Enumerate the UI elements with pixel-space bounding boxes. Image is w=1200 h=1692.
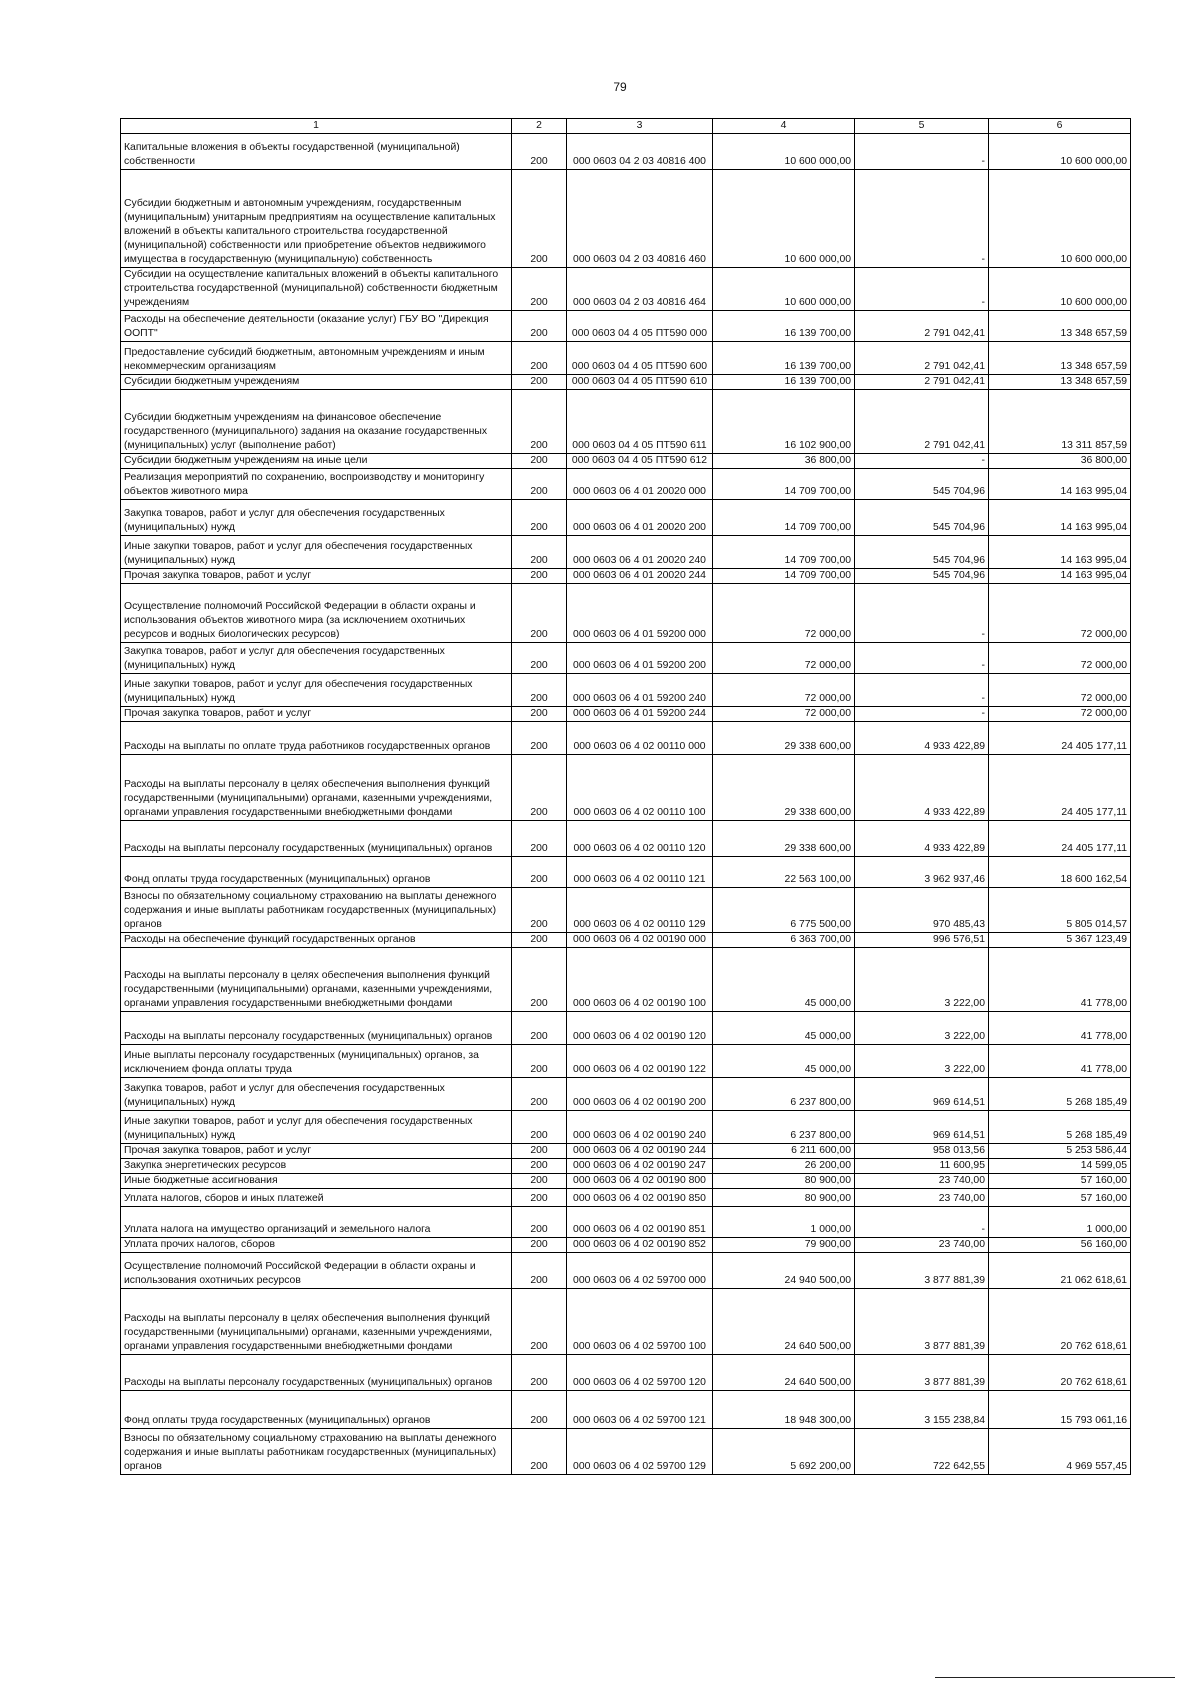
row-budget-code: 000 0603 06 4 01 59200 200: [567, 643, 713, 674]
table-row: [121, 268, 1131, 311]
row-approved-amount: 72 000,00: [713, 674, 855, 707]
row-budget-code: 000 0603 06 4 02 00190 247: [567, 1159, 713, 1174]
row-executed-amount: 545 704,96: [855, 469, 989, 500]
row-budget-code: 000 0603 06 4 02 00190 200: [567, 1078, 713, 1111]
row-name: Субсидии бюджетным учреждениям на иные цели: [121, 454, 512, 469]
row-unexecuted-amount: 14 163 995,04: [989, 500, 1131, 536]
row-name: Капитальные вложения в объекты государственной (муниципальной) собственности: [121, 134, 512, 170]
table-header-row: [121, 119, 1131, 134]
row-status-code: 200: [512, 469, 567, 500]
row-budget-code: 000 0603 06 4 02 00110 000: [567, 722, 713, 755]
row-name: Иные закупки товаров, работ и услуг для обеспечения государственных (муниципальных) нужд: [121, 536, 512, 569]
row-status-code: 200: [512, 584, 567, 643]
row-status-code: 200: [512, 1045, 567, 1078]
row-unexecuted-amount: 41 778,00: [989, 1045, 1131, 1078]
row-status-code: 200: [512, 888, 567, 933]
row-budget-code: 000 0603 06 4 02 00110 120: [567, 821, 713, 857]
row-unexecuted-amount: 10 600 000,00: [989, 170, 1131, 268]
row-approved-amount: 79 900,00: [713, 1238, 855, 1253]
row-name: Иные выплаты персоналу государственных (муниципальных) органов, за исключением фонда оплаты труда: [121, 1045, 512, 1078]
row-name: Осуществление полномочий Российской Федерации в области охраны и использования охотничьих ресурсов: [121, 1253, 512, 1289]
row-status-code: 200: [512, 857, 567, 888]
row-status-code: 200: [512, 1355, 567, 1391]
table-row: [121, 643, 1131, 674]
row-executed-amount: 958 013,56: [855, 1144, 989, 1159]
row-status-code: 200: [512, 1391, 567, 1429]
row-status-code: 200: [512, 311, 567, 342]
row-executed-amount: -: [855, 643, 989, 674]
row-budget-code: 000 0603 06 4 01 59200 000: [567, 584, 713, 643]
row-approved-amount: 16 139 700,00: [713, 342, 855, 375]
row-budget-code: 000 0603 04 4 05 ПТ590 600: [567, 342, 713, 375]
row-approved-amount: 1 000,00: [713, 1207, 855, 1238]
table-row: [121, 755, 1131, 821]
row-name: Закупка энергетических ресурсов: [121, 1159, 512, 1174]
row-executed-amount: 3 155 238,84: [855, 1391, 989, 1429]
row-budget-code: 000 0603 06 4 01 20020 200: [567, 500, 713, 536]
row-budget-code: 000 0603 04 4 05 ПТ590 610: [567, 375, 713, 390]
column-header: 4: [713, 119, 855, 134]
row-name: Закупка товаров, работ и услуг для обеспечения государственных (муниципальных) нужд: [121, 500, 512, 536]
row-approved-amount: 29 338 600,00: [713, 821, 855, 857]
row-unexecuted-amount: 14 599,05: [989, 1159, 1131, 1174]
row-budget-code: 000 0603 04 2 03 40816 400: [567, 134, 713, 170]
table-row: [121, 1144, 1131, 1159]
row-name: Уплата налогов, сборов и иных платежей: [121, 1189, 512, 1207]
row-name: Фонд оплаты труда государственных (муниципальных) органов: [121, 1391, 512, 1429]
row-unexecuted-amount: 36 800,00: [989, 454, 1131, 469]
row-status-code: 200: [512, 569, 567, 584]
row-name: Расходы на выплаты персоналу в целях обеспечения выполнения функций государственными (муниципальными) органами, казенными учреждениями, органами управления государственными внебюджетными фондами: [121, 755, 512, 821]
table-row: [121, 1111, 1131, 1144]
table-row: [121, 1429, 1131, 1475]
row-name: Прочая закупка товаров, работ и услуг: [121, 707, 512, 722]
row-unexecuted-amount: 15 793 061,16: [989, 1391, 1131, 1429]
footer-rule: [935, 1677, 1175, 1678]
row-executed-amount: -: [855, 674, 989, 707]
row-approved-amount: 29 338 600,00: [713, 755, 855, 821]
row-executed-amount: 969 614,51: [855, 1078, 989, 1111]
row-budget-code: 000 0603 04 2 03 40816 460: [567, 170, 713, 268]
row-budget-code: 000 0603 06 4 02 59700 121: [567, 1391, 713, 1429]
row-unexecuted-amount: 4 969 557,45: [989, 1429, 1131, 1475]
row-approved-amount: 24 640 500,00: [713, 1289, 855, 1355]
row-executed-amount: 2 791 042,41: [855, 390, 989, 454]
table-row: [121, 1045, 1131, 1078]
row-name: Уплата налога на имущество организаций и земельного налога: [121, 1207, 512, 1238]
row-status-code: 200: [512, 268, 567, 311]
row-unexecuted-amount: 18 600 162,54: [989, 857, 1131, 888]
row-approved-amount: 14 709 700,00: [713, 469, 855, 500]
row-executed-amount: 3 962 937,46: [855, 857, 989, 888]
table-row: [121, 390, 1131, 454]
row-approved-amount: 6 775 500,00: [713, 888, 855, 933]
row-unexecuted-amount: 24 405 177,11: [989, 722, 1131, 755]
row-approved-amount: 6 363 700,00: [713, 933, 855, 948]
table-row: [121, 707, 1131, 722]
table-row: [121, 933, 1131, 948]
row-budget-code: 000 0603 04 4 05 ПТ590 612: [567, 454, 713, 469]
row-unexecuted-amount: 13 311 857,59: [989, 390, 1131, 454]
row-executed-amount: 996 576,51: [855, 933, 989, 948]
row-name: Иные бюджетные ассигнования: [121, 1174, 512, 1189]
row-approved-amount: 24 940 500,00: [713, 1253, 855, 1289]
row-name: Расходы на выплаты по оплате труда работников государственных органов: [121, 722, 512, 755]
table-row: [121, 584, 1131, 643]
row-name: Закупка товаров, работ и услуг для обеспечения государственных (муниципальных) нужд: [121, 1078, 512, 1111]
row-approved-amount: 18 948 300,00: [713, 1391, 855, 1429]
column-header: 3: [567, 119, 713, 134]
row-approved-amount: 6 211 600,00: [713, 1144, 855, 1159]
page-number: 79: [613, 80, 627, 94]
row-budget-code: 000 0603 06 4 02 00190 850: [567, 1189, 713, 1207]
row-executed-amount: 23 740,00: [855, 1238, 989, 1253]
row-budget-code: 000 0603 06 4 02 59700 100: [567, 1289, 713, 1355]
row-status-code: 200: [512, 1253, 567, 1289]
row-status-code: 200: [512, 170, 567, 268]
row-approved-amount: 36 800,00: [713, 454, 855, 469]
row-name: Расходы на обеспечение деятельности (оказание услуг) ГБУ ВО "Дирекция ООПТ": [121, 311, 512, 342]
row-status-code: 200: [512, 536, 567, 569]
row-executed-amount: 2 791 042,41: [855, 342, 989, 375]
row-name: Осуществление полномочий Российской Федерации в области охраны и использования объектов животного мира (за исключением охотничьих ресурсов и водных биологических ресурсов): [121, 584, 512, 643]
row-executed-amount: -: [855, 268, 989, 311]
row-approved-amount: 45 000,00: [713, 1045, 855, 1078]
row-approved-amount: 6 237 800,00: [713, 1078, 855, 1111]
row-budget-code: 000 0603 06 4 02 00190 851: [567, 1207, 713, 1238]
row-status-code: 200: [512, 1189, 567, 1207]
row-name: Предоставление субсидий бюджетным, автономным учреждениям и иным некоммерческим организациям: [121, 342, 512, 375]
row-budget-code: 000 0603 04 4 05 ПТ590 611: [567, 390, 713, 454]
row-unexecuted-amount: 14 163 995,04: [989, 569, 1131, 584]
row-executed-amount: -: [855, 170, 989, 268]
row-executed-amount: 970 485,43: [855, 888, 989, 933]
row-unexecuted-amount: 13 348 657,59: [989, 311, 1131, 342]
table-row: [121, 1289, 1131, 1355]
row-unexecuted-amount: 57 160,00: [989, 1174, 1131, 1189]
row-executed-amount: 3 222,00: [855, 948, 989, 1012]
row-budget-code: 000 0603 06 4 02 00110 129: [567, 888, 713, 933]
table-row: [121, 857, 1131, 888]
row-executed-amount: -: [855, 134, 989, 170]
row-name: Расходы на выплаты персоналу государственных (муниципальных) органов: [121, 1012, 512, 1045]
table-row: [121, 948, 1131, 1012]
table-row: [121, 1253, 1131, 1289]
row-budget-code: 000 0603 06 4 02 00110 121: [567, 857, 713, 888]
row-unexecuted-amount: 1 000,00: [989, 1207, 1131, 1238]
row-status-code: 200: [512, 755, 567, 821]
row-approved-amount: 14 709 700,00: [713, 536, 855, 569]
row-unexecuted-amount: 13 348 657,59: [989, 342, 1131, 375]
row-name: Закупка товаров, работ и услуг для обеспечения государственных (муниципальных) нужд: [121, 643, 512, 674]
row-name: Расходы на выплаты персоналу государственных (муниципальных) органов: [121, 1355, 512, 1391]
row-name: Субсидии бюджетным учреждениям: [121, 375, 512, 390]
row-name: Иные закупки товаров, работ и услуг для обеспечения государственных (муниципальных) нужд: [121, 1111, 512, 1144]
row-executed-amount: 23 740,00: [855, 1189, 989, 1207]
table-row: [121, 1159, 1131, 1174]
row-status-code: 200: [512, 1238, 567, 1253]
table-row: [121, 311, 1131, 342]
row-executed-amount: 4 933 422,89: [855, 821, 989, 857]
row-status-code: 200: [512, 1159, 567, 1174]
row-status-code: 200: [512, 1174, 567, 1189]
row-name: Фонд оплаты труда государственных (муниципальных) органов: [121, 857, 512, 888]
table-body: [121, 134, 1131, 1475]
table-row: [121, 674, 1131, 707]
row-status-code: 200: [512, 342, 567, 375]
row-status-code: 200: [512, 722, 567, 755]
row-executed-amount: 4 933 422,89: [855, 755, 989, 821]
row-executed-amount: -: [855, 584, 989, 643]
row-name: Расходы на выплаты персоналу в целях обеспечения выполнения функций государственными (муниципальными) органами, казенными учреждениями, органами управления государственными внебюджетными фондами: [121, 948, 512, 1012]
row-budget-code: 000 0603 06 4 02 00190 122: [567, 1045, 713, 1078]
row-budget-code: 000 0603 06 4 02 00190 800: [567, 1174, 713, 1189]
row-budget-code: 000 0603 06 4 01 59200 240: [567, 674, 713, 707]
row-approved-amount: 80 900,00: [713, 1174, 855, 1189]
row-name: Расходы на выплаты персоналу в целях обеспечения выполнения функций государственными (муниципальными) органами, казенными учреждениями, органами управления государственными внебюджетными фондами: [121, 1289, 512, 1355]
row-budget-code: 000 0603 06 4 02 59700 000: [567, 1253, 713, 1289]
row-status-code: 200: [512, 1078, 567, 1111]
table-row: [121, 888, 1131, 933]
row-status-code: 200: [512, 643, 567, 674]
row-approved-amount: 45 000,00: [713, 1012, 855, 1045]
row-name: Иные закупки товаров, работ и услуг для обеспечения государственных (муниципальных) нужд: [121, 674, 512, 707]
row-executed-amount: 545 704,96: [855, 500, 989, 536]
row-status-code: 200: [512, 674, 567, 707]
row-budget-code: 000 0603 06 4 01 59200 244: [567, 707, 713, 722]
row-approved-amount: 14 709 700,00: [713, 500, 855, 536]
row-approved-amount: 24 640 500,00: [713, 1355, 855, 1391]
row-budget-code: 000 0603 06 4 01 20020 000: [567, 469, 713, 500]
row-status-code: 200: [512, 1111, 567, 1144]
table-row: [121, 134, 1131, 170]
row-name: Расходы на обеспечение функций государственных органов: [121, 933, 512, 948]
row-approved-amount: 14 709 700,00: [713, 569, 855, 584]
table-row: [121, 469, 1131, 500]
table-row: [121, 454, 1131, 469]
row-budget-code: 000 0603 04 2 03 40816 464: [567, 268, 713, 311]
row-budget-code: 000 0603 06 4 02 00190 852: [567, 1238, 713, 1253]
row-approved-amount: 10 600 000,00: [713, 170, 855, 268]
row-executed-amount: 3 222,00: [855, 1012, 989, 1045]
row-executed-amount: -: [855, 707, 989, 722]
row-budget-code: 000 0603 04 4 05 ПТ590 000: [567, 311, 713, 342]
row-approved-amount: 5 692 200,00: [713, 1429, 855, 1475]
row-unexecuted-amount: 41 778,00: [989, 1012, 1131, 1045]
row-budget-code: 000 0603 06 4 02 00190 000: [567, 933, 713, 948]
row-unexecuted-amount: 56 160,00: [989, 1238, 1131, 1253]
row-approved-amount: 72 000,00: [713, 707, 855, 722]
row-name: Реализация мероприятий по сохранению, воспроизводству и мониторингу объектов животного мира: [121, 469, 512, 500]
row-unexecuted-amount: 24 405 177,11: [989, 755, 1131, 821]
table-row: [121, 1238, 1131, 1253]
row-unexecuted-amount: 72 000,00: [989, 674, 1131, 707]
table-row: [121, 722, 1131, 755]
row-executed-amount: -: [855, 1207, 989, 1238]
row-approved-amount: 16 139 700,00: [713, 375, 855, 390]
row-name: Прочая закупка товаров, работ и услуг: [121, 569, 512, 584]
row-executed-amount: 11 600,95: [855, 1159, 989, 1174]
row-unexecuted-amount: 57 160,00: [989, 1189, 1131, 1207]
row-name: Взносы по обязательному социальному страхованию на выплаты денежного содержания и иные выплаты работникам государственных (муниципальных) органов: [121, 1429, 512, 1475]
row-budget-code: 000 0603 06 4 02 59700 129: [567, 1429, 713, 1475]
table-row: [121, 536, 1131, 569]
row-executed-amount: -: [855, 454, 989, 469]
row-name: Расходы на выплаты персоналу государственных (муниципальных) органов: [121, 821, 512, 857]
row-name: Прочая закупка товаров, работ и услуг: [121, 1144, 512, 1159]
row-executed-amount: 722 642,55: [855, 1429, 989, 1475]
row-unexecuted-amount: 10 600 000,00: [989, 134, 1131, 170]
row-status-code: 200: [512, 1012, 567, 1045]
row-executed-amount: 969 614,51: [855, 1111, 989, 1144]
row-executed-amount: 3 877 881,39: [855, 1355, 989, 1391]
row-executed-amount: 3 877 881,39: [855, 1253, 989, 1289]
row-budget-code: 000 0603 06 4 02 00190 100: [567, 948, 713, 1012]
row-name: Взносы по обязательному социальному страхованию на выплаты денежного содержания и иные выплаты работникам государственных (муниципальных) органов: [121, 888, 512, 933]
column-header: 2: [512, 119, 567, 134]
row-status-code: 200: [512, 1144, 567, 1159]
row-unexecuted-amount: 5 367 123,49: [989, 933, 1131, 948]
row-status-code: 200: [512, 375, 567, 390]
row-executed-amount: 2 791 042,41: [855, 311, 989, 342]
table-row: [121, 1207, 1131, 1238]
row-approved-amount: 16 102 900,00: [713, 390, 855, 454]
table-row: [121, 170, 1131, 268]
row-name: Субсидии бюджетным и автономным учреждениям, государственным (муниципальным) унитарным предприятиям на осуществление капитальных вложений в объекты капитального строительства государственной (муниципальной) собственности или приобретение объектов недвижимого имущества в государственную (муниципальную) собственность: [121, 170, 512, 268]
row-status-code: 200: [512, 1289, 567, 1355]
row-executed-amount: 23 740,00: [855, 1174, 989, 1189]
row-unexecuted-amount: 5 268 185,49: [989, 1078, 1131, 1111]
row-budget-code: 000 0603 06 4 02 00190 240: [567, 1111, 713, 1144]
row-status-code: 200: [512, 948, 567, 1012]
row-approved-amount: 10 600 000,00: [713, 134, 855, 170]
row-approved-amount: 80 900,00: [713, 1189, 855, 1207]
row-unexecuted-amount: 5 805 014,57: [989, 888, 1131, 933]
row-status-code: 200: [512, 454, 567, 469]
row-status-code: 200: [512, 821, 567, 857]
row-executed-amount: 4 933 422,89: [855, 722, 989, 755]
row-name: Субсидии бюджетным учреждениям на финансовое обеспечение государственного (муниципального) задания на оказание государственных (муниципальных) услуг (выполнение работ): [121, 390, 512, 454]
row-unexecuted-amount: 10 600 000,00: [989, 268, 1131, 311]
row-approved-amount: 45 000,00: [713, 948, 855, 1012]
row-name: Субсидии на осуществление капитальных вложений в объекты капитального строительства государственной (муниципальной) собственности бюджетным учреждениям: [121, 268, 512, 311]
column-header: 6: [989, 119, 1131, 134]
row-executed-amount: 3 877 881,39: [855, 1289, 989, 1355]
row-executed-amount: 2 791 042,41: [855, 375, 989, 390]
table-row: [121, 1174, 1131, 1189]
row-unexecuted-amount: 72 000,00: [989, 707, 1131, 722]
row-unexecuted-amount: 14 163 995,04: [989, 536, 1131, 569]
row-approved-amount: 10 600 000,00: [713, 268, 855, 311]
row-unexecuted-amount: 72 000,00: [989, 584, 1131, 643]
row-approved-amount: 22 563 100,00: [713, 857, 855, 888]
table-row: [121, 821, 1131, 857]
row-unexecuted-amount: 5 268 185,49: [989, 1111, 1131, 1144]
row-unexecuted-amount: 41 778,00: [989, 948, 1131, 1012]
row-approved-amount: 72 000,00: [713, 643, 855, 674]
budget-execution-table: [120, 118, 1131, 1475]
column-header: 5: [855, 119, 989, 134]
row-executed-amount: 3 222,00: [855, 1045, 989, 1078]
table-row: [121, 1189, 1131, 1207]
row-status-code: 200: [512, 134, 567, 170]
row-unexecuted-amount: 20 762 618,61: [989, 1289, 1131, 1355]
row-status-code: 200: [512, 707, 567, 722]
row-unexecuted-amount: 20 762 618,61: [989, 1355, 1131, 1391]
table-row: [121, 1355, 1131, 1391]
row-status-code: 200: [512, 1429, 567, 1475]
table-row: [121, 375, 1131, 390]
table-row: [121, 569, 1131, 584]
row-unexecuted-amount: 5 253 586,44: [989, 1144, 1131, 1159]
row-budget-code: 000 0603 06 4 02 59700 120: [567, 1355, 713, 1391]
row-status-code: 200: [512, 933, 567, 948]
row-budget-code: 000 0603 06 4 01 20020 240: [567, 536, 713, 569]
table-row: [121, 500, 1131, 536]
row-budget-code: 000 0603 06 4 01 20020 244: [567, 569, 713, 584]
row-unexecuted-amount: 24 405 177,11: [989, 821, 1131, 857]
row-executed-amount: 545 704,96: [855, 536, 989, 569]
row-approved-amount: 6 237 800,00: [713, 1111, 855, 1144]
row-approved-amount: 16 139 700,00: [713, 311, 855, 342]
row-unexecuted-amount: 13 348 657,59: [989, 375, 1131, 390]
row-budget-code: 000 0603 06 4 02 00190 244: [567, 1144, 713, 1159]
row-status-code: 200: [512, 390, 567, 454]
row-budget-code: 000 0603 06 4 02 00110 100: [567, 755, 713, 821]
row-name: Уплата прочих налогов, сборов: [121, 1238, 512, 1253]
row-unexecuted-amount: 21 062 618,61: [989, 1253, 1131, 1289]
table-row: [121, 1078, 1131, 1111]
row-status-code: 200: [512, 500, 567, 536]
row-status-code: 200: [512, 1207, 567, 1238]
row-unexecuted-amount: 72 000,00: [989, 643, 1131, 674]
row-approved-amount: 29 338 600,00: [713, 722, 855, 755]
row-approved-amount: 72 000,00: [713, 584, 855, 643]
row-unexecuted-amount: 14 163 995,04: [989, 469, 1131, 500]
row-approved-amount: 26 200,00: [713, 1159, 855, 1174]
table-row: [121, 1012, 1131, 1045]
row-executed-amount: 545 704,96: [855, 569, 989, 584]
column-header: 1: [121, 119, 512, 134]
table-row: [121, 342, 1131, 375]
table-row: [121, 1391, 1131, 1429]
row-budget-code: 000 0603 06 4 02 00190 120: [567, 1012, 713, 1045]
